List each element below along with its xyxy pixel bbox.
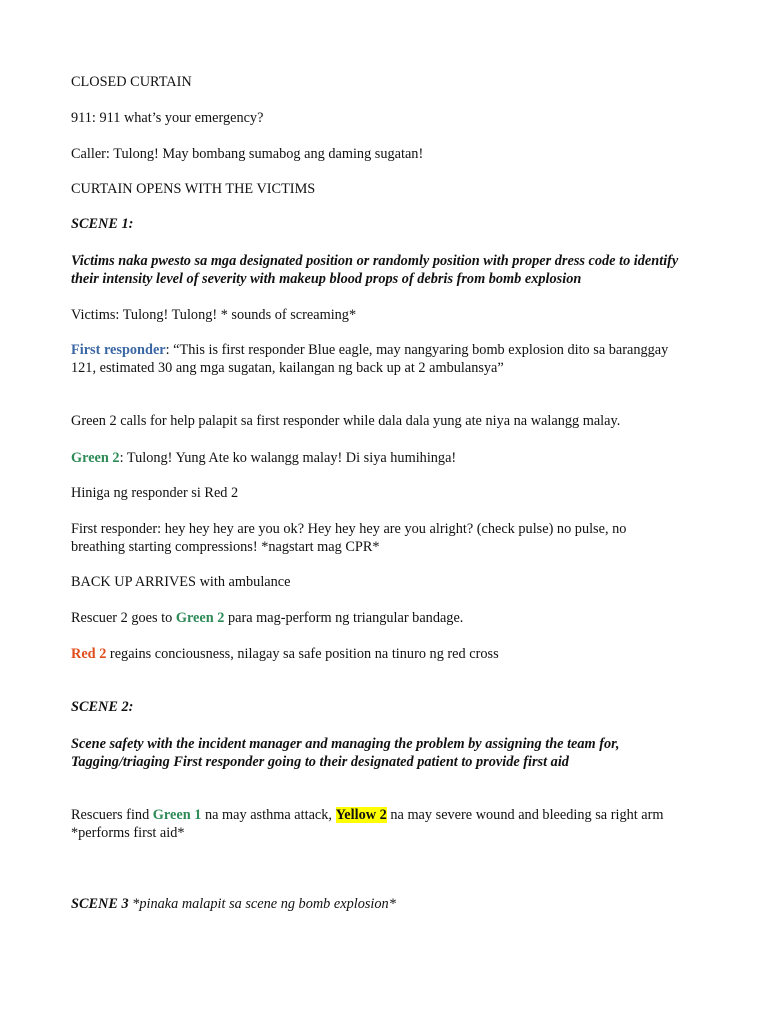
scene3-heading: SCENE 3 xyxy=(71,896,129,912)
green2-speaker: Green 2 xyxy=(71,450,120,466)
first-responder-dialogue: : “This is first responder Blue eagle, may nangyaring bomb explosion dito sa baranggay 121, estimated 30 ang mga sugatan, kailangan ng back up at 2 ambulansya” xyxy=(71,342,669,376)
red2-speaker: Red 2 xyxy=(71,646,107,662)
hiniga-line: Hiniga ng responder si Red 2 xyxy=(71,485,239,501)
scene2-direction: Scene safety with the incident manager and managing the problem by assigning the team for, Tagging/triaging First responder going to their designated patient to provide first aid xyxy=(71,736,620,770)
rescuer2-line xyxy=(71,609,711,627)
green2-calls-line: Green 2 calls for help palapit sa first responder while dala dala yung ate niya na walangg malay. xyxy=(71,413,621,429)
rescuers-suffix: na may severe wound and bleeding sa right arm *performs first aid* xyxy=(71,807,664,841)
first-responder-line xyxy=(71,341,671,377)
closed-curtain-line: CLOSED CURTAIN xyxy=(71,74,192,90)
caller-line: Caller: Tulong! May bombang sumabog ang daming sugatan! xyxy=(71,146,424,162)
rescuers-line xyxy=(71,806,711,842)
scene1-direction: Victims naka pwesto sa mga designated position or randomly position with proper dress code to identify their intensity level of severity with makeup blood props of debris from bomb explosion xyxy=(71,253,679,287)
rescuers-yellow2-highlight: Yellow 2 xyxy=(335,807,387,823)
backup-line: BACK UP ARRIVES with ambulance xyxy=(71,574,291,590)
victims-line: Victims: Tulong! Tulong! * sounds of screaming* xyxy=(71,307,357,323)
rescuers-mid: na may asthma attack, xyxy=(201,807,336,823)
red2-text: regains conciousness, nilagay sa safe position na tinuro ng red cross xyxy=(106,646,499,662)
green2-dialogue: : Tulong! Yung Ate ko walangg malay! Di siya humihinga! xyxy=(119,450,457,466)
green2-line xyxy=(71,449,711,467)
scene2-heading: SCENE 2: xyxy=(71,699,134,715)
rescuers-prefix: Rescuers find xyxy=(71,807,153,823)
dispatcher-line: 911: 911 what’s your emergency? xyxy=(71,110,264,126)
red2-line xyxy=(71,645,711,663)
scene3-line xyxy=(71,895,711,913)
rescuers-green1: Green 1 xyxy=(152,807,202,823)
first-responder-speaker: First responder xyxy=(71,342,166,358)
rescuer2-prefix: Rescuer 2 goes to xyxy=(71,610,176,626)
rescuer2-suffix: para mag-perform ng triangular bandage. xyxy=(224,610,464,626)
rescuer2-green2: Green 2 xyxy=(175,610,225,626)
curtain-opens-line: CURTAIN OPENS WITH THE VICTIMS xyxy=(71,181,316,197)
first-responder-cpr-line: First responder: hey hey hey are you ok? Hey hey hey are you alright? (check pulse) no pulse, no breathing starting compressions! *nagstart mag CPR* xyxy=(71,521,627,555)
scene3-note: *pinaka malapit sa scene ng bomb explosion* xyxy=(128,896,396,912)
scene1-heading: SCENE 1: xyxy=(71,216,134,232)
